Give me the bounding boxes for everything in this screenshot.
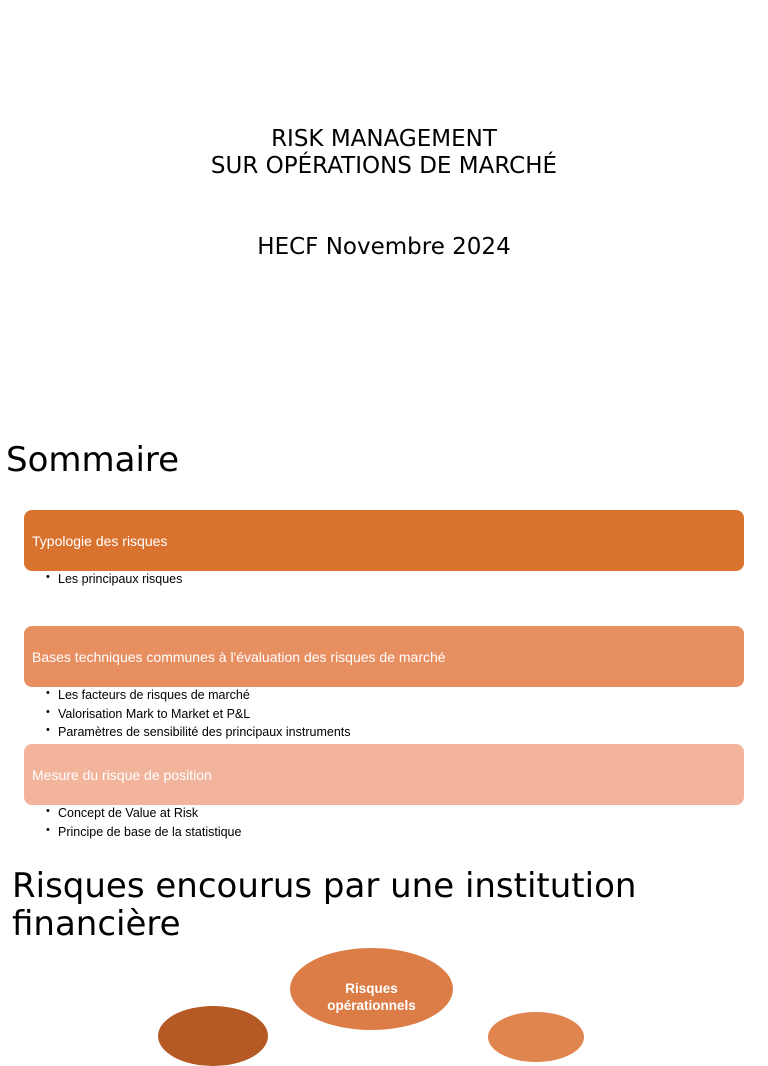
list-item: • Concept de Value at Risk [46, 805, 199, 820]
risk-oval-operationnels [290, 948, 453, 1030]
sommaire-title: Sommaire [6, 440, 180, 480]
section-items-mesure-risque [46, 804, 241, 841]
main-title-line-2: SUR OPÉRATIONS DE MARCHÉ [210, 153, 558, 179]
main-title [0, 126, 768, 180]
section-label: Typologie des risques [32, 532, 168, 549]
section-bar-typologie [24, 510, 744, 571]
main-title-line-1: RISK MANAGEMENT [271, 126, 497, 152]
risks-title-line-1: Risques encourus par une institution [12, 866, 637, 906]
section-bar-bases-techniques [24, 626, 744, 687]
bullet-icon: • [46, 823, 50, 836]
section-items-typologie [46, 570, 182, 589]
bullet-icon: • [46, 724, 50, 736]
list-item: • Principe de base de la statistique [46, 823, 242, 839]
list-item: • Paramètres de sensibilité des principaux instruments [46, 724, 351, 739]
main-subtitle: HECF Novembre 2024 [257, 234, 511, 260]
risks-title [12, 867, 752, 943]
bullet-icon: • [46, 687, 50, 699]
bullet-icon: • [46, 705, 50, 718]
oval-label-line-2: opérationnels [327, 998, 416, 1013]
list-item: • Les facteurs de risques de marché [46, 687, 250, 702]
bullet-icon: • [46, 571, 50, 583]
section-items-bases-techniques [46, 686, 351, 742]
risk-oval-right [488, 1012, 584, 1062]
risks-title-line-2: financière [12, 904, 181, 944]
list-item: • Valorisation Mark to Market et P&L [46, 705, 251, 721]
bullet-icon: • [46, 805, 50, 817]
oval-label-line-1: Risques [345, 981, 398, 996]
section-label: Bases techniques communes à l'évaluation des risques de marché [32, 648, 446, 665]
section-bar-mesure-risque [24, 744, 744, 805]
section-label: Mesure du risque de position [32, 766, 212, 783]
risk-oval-left [158, 1006, 268, 1066]
list-item: • Les principaux risques [46, 571, 183, 586]
